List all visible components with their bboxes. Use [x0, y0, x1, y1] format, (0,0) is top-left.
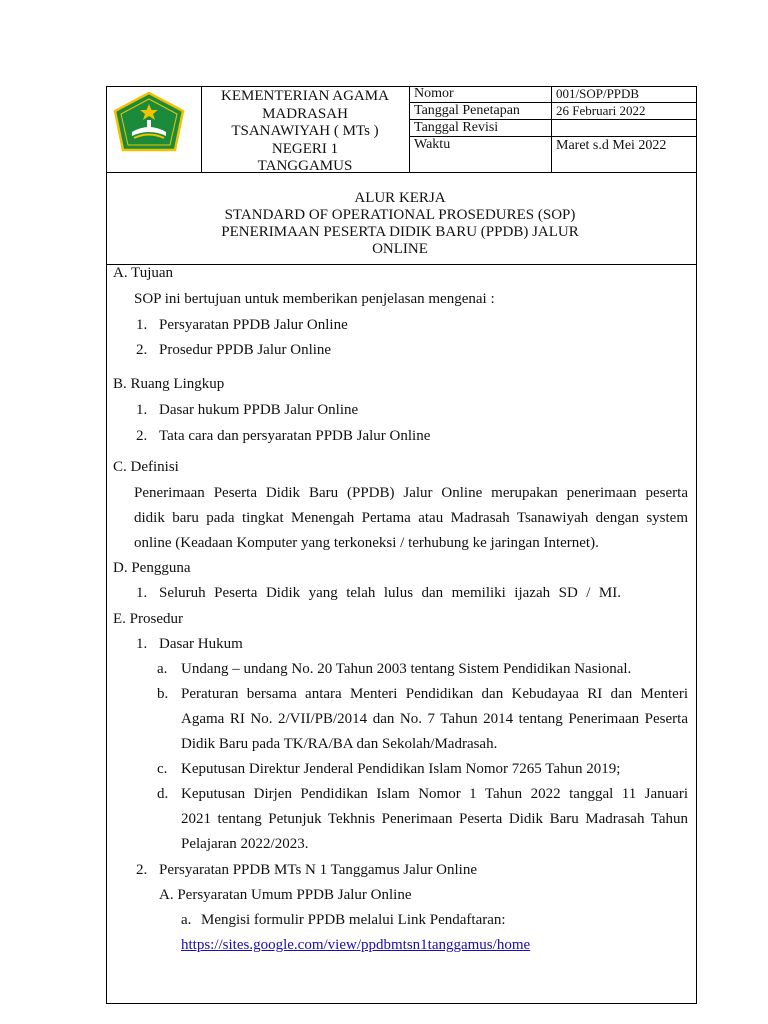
institution-line: TSANAWIYAH ( MTs )	[231, 123, 379, 139]
meta-row-divider	[409, 136, 697, 137]
list-number: 2.	[136, 862, 148, 878]
section-heading-pengguna: D. Pengguna	[113, 560, 191, 576]
subsection-persyaratan: Persyaratan PPDB MTs N 1 Tanggamus Jalur Online	[159, 862, 478, 878]
list-number: 2.	[136, 342, 148, 358]
list-item: Seluruh Peserta Didik yang telah lulus dan memiliki ijazah SD / MI.	[159, 585, 621, 601]
list-item: Undang – undang No. 20 Tahun 2003 tentang Sistem Pendidikan Nasional.	[181, 661, 632, 677]
meta-label-tanggal-penetapan: Tanggal Penetapan	[414, 103, 520, 118]
title-line: STANDARD OF OPERATIONAL PROSEDURES (SOP)	[224, 207, 576, 223]
registration-link[interactable]: https://sites.google.com/view/ppdbmtsn1tanggamus/home	[181, 937, 531, 953]
section-heading-ruang-lingkup: B. Ruang Lingkup	[113, 376, 225, 392]
institution-line: TANGGAMUS	[257, 158, 353, 174]
subsection-dasar-hukum: Dasar Hukum	[159, 636, 243, 652]
list-letter: a.	[157, 661, 168, 677]
definisi-paragraph-line: Penerimaan Peserta Didik Baru (PPDB) Jalur Online merupakan penerimaan peserta	[134, 485, 688, 501]
list-letter: a.	[181, 912, 192, 928]
institution-line: NEGERI 1	[271, 140, 339, 157]
list-number: 1.	[136, 585, 148, 601]
title-line: PENERIMAAN PESERTA DIDIK BARU (PPDB) JALUR	[221, 224, 579, 240]
header-divider	[551, 86, 552, 172]
list-item: Dasar hukum PPDB Jalur Online	[159, 402, 359, 418]
kementerian-agama-emblem-icon	[112, 92, 186, 156]
institution-line: MADRASAH	[262, 105, 348, 122]
meta-value-nomor: 001/SOP/PPDB	[556, 86, 640, 101]
list-letter: c.	[157, 761, 168, 777]
meta-label-nomor: Nomor	[414, 86, 454, 101]
list-item-line: Peraturan bersama antara Menteri Pendidikan dan Kebudayaa RI dan Menteri	[181, 686, 688, 702]
list-number: 1.	[136, 636, 148, 652]
list-number: 1.	[136, 317, 148, 333]
meta-value-tanggal-penetapan: 26 Februari 2022	[556, 103, 646, 118]
list-item-line: Agama RI No. 2/VII/PB/2014 dan No. 7 Tahun 2014 tentang Penerimaan Peserta	[181, 711, 688, 727]
header-divider	[409, 86, 410, 172]
subsection-persyaratan-umum: A. Persyaratan Umum PPDB Jalur Online	[159, 887, 412, 903]
title-bottom-divider	[106, 264, 697, 265]
institution-name	[212, 88, 398, 176]
list-item-line: Keputusan Dirjen Pendidikan Islam Nomor 1 Tahun 2022 tanggal 11 Januari	[181, 786, 688, 802]
header-divider	[201, 86, 202, 172]
definisi-paragraph-line: online (Keadaan Komputer yang terkoneksi / terhubung ke jaringan Internet).	[134, 535, 599, 551]
list-letter: d.	[157, 786, 169, 802]
list-item-line: Pelajaran 2022/2023.	[181, 836, 309, 852]
definisi-paragraph-line: didik baru pada tingkat Menengah Pertama atau Madrasah Tsanawiyah dengan system	[134, 510, 688, 526]
list-item: Keputusan Direktur Jenderal Pendidikan Islam Nomor 7265 Tahun 2019;	[181, 761, 621, 777]
list-item: Prosedur PPDB Jalur Online	[159, 342, 332, 358]
list-number: 1.	[136, 402, 148, 418]
list-item: Mengisi formulir PPDB melalui Link Pendaftaran:	[201, 912, 506, 928]
document-title	[200, 190, 600, 258]
tujuan-intro: SOP ini bertujuan untuk memberikan penjelasan mengenai :	[134, 291, 495, 307]
list-item: Persyaratan PPDB Jalur Online	[159, 317, 348, 333]
section-heading-definisi: C. Definisi	[113, 459, 179, 475]
institution-line: KEMENTERIAN AGAMA	[221, 88, 389, 104]
list-item-line: Didik Baru pada TK/RA/BA dan Sekolah/Madrasah.	[181, 736, 498, 752]
list-item: Tata cara dan persyaratan PPDB Jalur Online	[159, 428, 431, 444]
title-line: ALUR KERJA	[354, 190, 446, 206]
list-letter: b.	[157, 686, 169, 702]
section-heading-prosedur: E. Prosedur	[113, 611, 183, 627]
section-heading-tujuan: A. Tujuan	[113, 265, 174, 281]
header-bottom-divider	[106, 172, 697, 173]
list-number: 2.	[136, 428, 148, 444]
meta-label-waktu: Waktu	[414, 137, 451, 152]
meta-label-tanggal-revisi: Tanggal Revisi	[414, 120, 499, 135]
title-line: ONLINE	[372, 241, 428, 257]
meta-value-waktu: Maret s.d Mei 2022	[556, 138, 667, 153]
list-item-line: 2021 tentang Petunjuk Tekhnis Penerimaan Peserta Didik Baru Madrasah Tahun	[181, 811, 688, 827]
